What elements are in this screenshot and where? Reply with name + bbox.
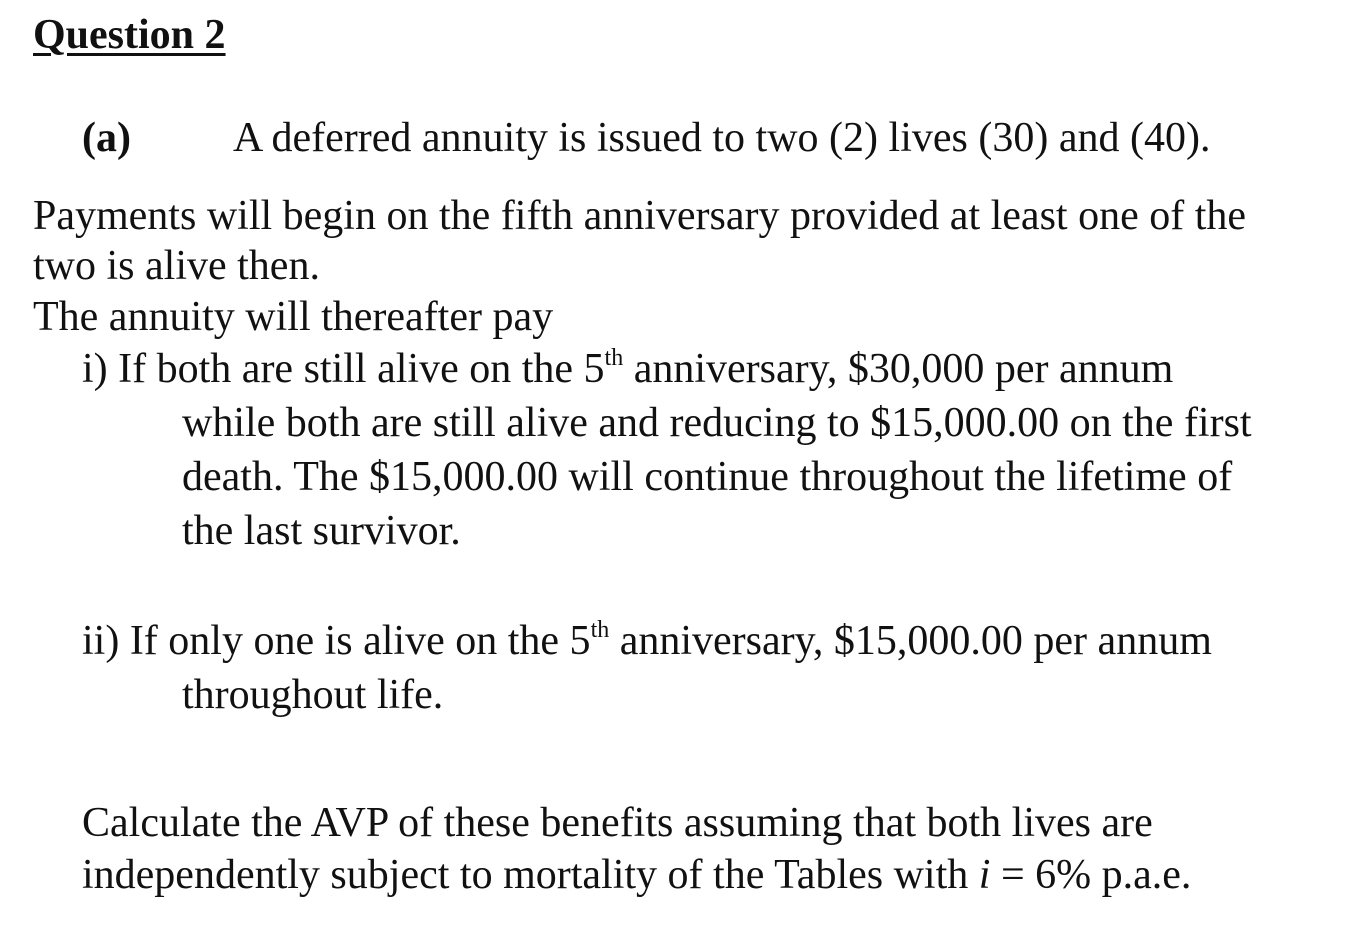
paragraph-payments-line-1: Payments will begin on the fifth anniversary provided at least one of the xyxy=(33,193,1247,239)
item-i-line-1-post: anniversary, $30,000 per annum xyxy=(623,346,1174,392)
item-ii-line-1-post: anniversary, $15,000.00 per annum xyxy=(609,618,1212,664)
item-ii-line-2: throughout life. xyxy=(182,672,444,718)
instruction-line-2 xyxy=(82,854,1191,896)
interest-rate-variable: i xyxy=(978,852,991,898)
item-i-line-1-pre: i) If both are still alive on the 5 xyxy=(82,346,605,392)
item-i-line-3: death. The $15,000.00 will continue throughout the lifetime of xyxy=(182,454,1233,500)
item-i-line-1 xyxy=(82,345,1174,392)
part-a-intro: A deferred annuity is issued to two (2) lives (30) and (40). xyxy=(233,115,1211,161)
paragraph-thereafter: The annuity will thereafter pay xyxy=(33,294,554,340)
instruction-line-2-post: = 6% p.a.e. xyxy=(990,852,1192,898)
paragraph-payments-line-2: two is alive then. xyxy=(33,243,320,289)
part-a-label: (a) xyxy=(82,115,131,161)
item-i-line-2: while both are still alive and reducing to $15,000.00 on the first xyxy=(182,400,1252,446)
instruction-line-2-pre: independently subject to mortality of the Tables with xyxy=(82,852,979,898)
item-ii-line-1 xyxy=(82,617,1212,664)
item-i-line-4: the last survivor. xyxy=(182,508,461,554)
instruction-line-1: Calculate the AVP of these benefits assuming that both lives are xyxy=(82,800,1153,846)
item-ii-superscript: th xyxy=(590,617,610,643)
item-ii-line-1-pre: ii) If only one is alive on the 5 xyxy=(82,618,591,664)
item-i-superscript: th xyxy=(604,345,624,371)
question-title: Question 2 xyxy=(33,12,226,58)
